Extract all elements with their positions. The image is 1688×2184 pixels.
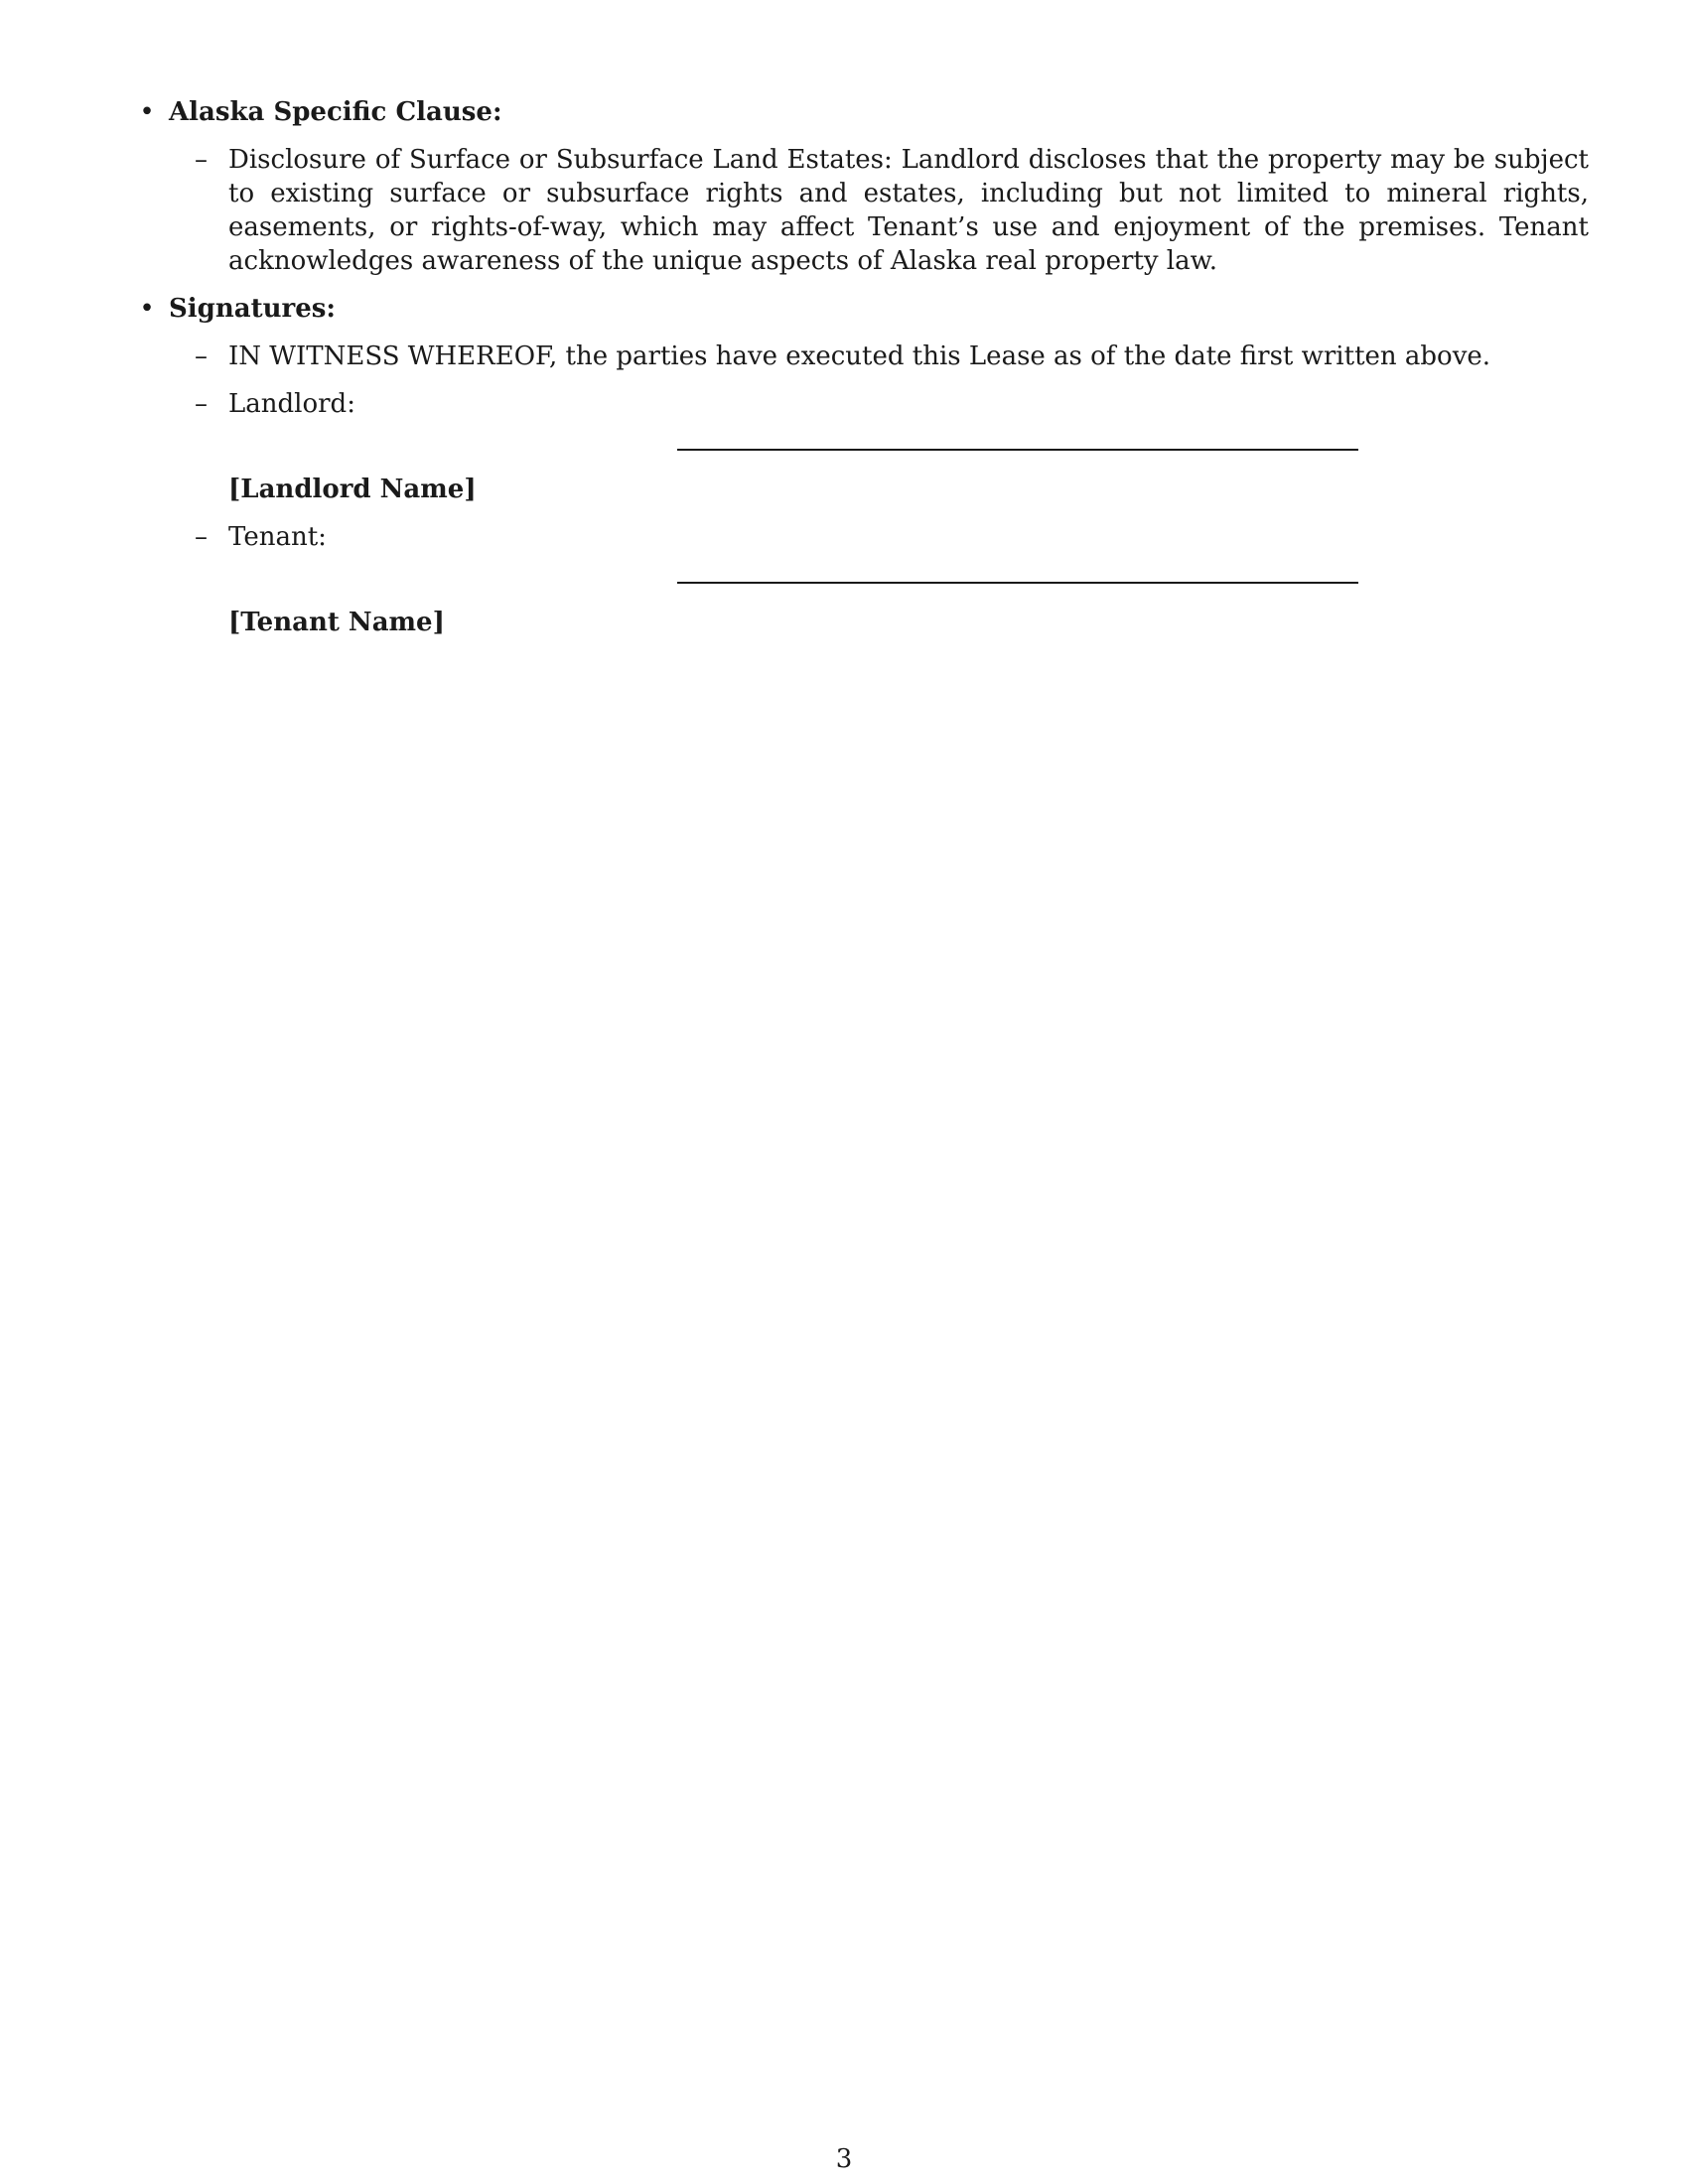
landlord-name: [Landlord Name] — [228, 475, 477, 504]
page-number: 3 — [835, 2144, 853, 2174]
landlord-label: Landlord: — [228, 389, 355, 419]
landlord-signature-line — [677, 449, 1358, 451]
dash: – — [195, 522, 208, 552]
section-signatures — [137, 292, 1589, 639]
tenant-label: Tenant: — [228, 522, 327, 552]
list-item — [169, 143, 1589, 278]
list-item — [169, 387, 1589, 421]
list-item — [169, 520, 1589, 554]
list-item — [169, 340, 1589, 373]
section-title: Signatures: — [169, 294, 336, 324]
section-title: Alaska Specific Clause: — [169, 97, 502, 127]
clause-text: Disclosure of Surface or Subsurface Land Estates: Landlord discloses that the property may be subject to existing surface or subsurface rights and estates, including but not limited to mineral rights, easements, or rights-of-way, which may affect Tenant’s use and enjoyment of the premises. Tenant acknowledges awareness of the unique aspects of Alaska real property law. — [228, 145, 1589, 276]
tenant-name: [Tenant Name] — [228, 608, 445, 637]
tenant-signature-line — [677, 582, 1358, 584]
bullet: • — [139, 294, 155, 324]
dash: – — [195, 389, 208, 419]
witness-text: IN WITNESS WHEREOF, the parties have executed this Lease as of the date first written above. — [228, 341, 1491, 371]
dash: – — [195, 341, 208, 371]
section-alaska-clause — [137, 95, 1589, 278]
bullet: • — [139, 97, 155, 127]
document-body — [137, 95, 1589, 653]
dash: – — [195, 145, 208, 175]
